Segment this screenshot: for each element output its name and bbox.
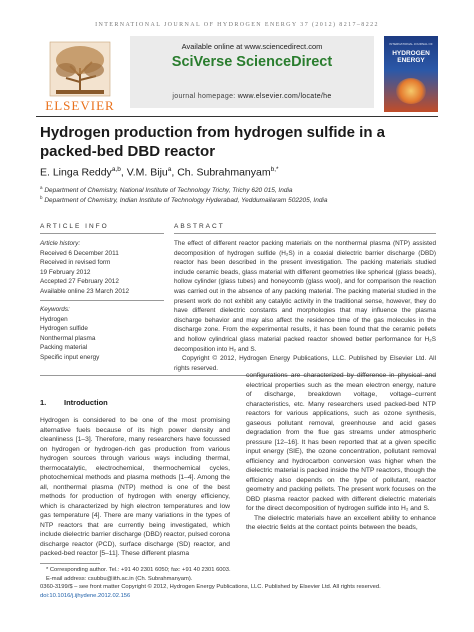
cover-artwork <box>396 78 426 104</box>
cover-journal-small: INTERNATIONAL JOURNAL OF <box>389 42 433 46</box>
journal-cover-image <box>384 36 438 112</box>
affiliation-sup: b <box>40 195 43 200</box>
section-title: Introduction <box>64 398 108 407</box>
keyword: Nonthermal plasma <box>40 334 96 342</box>
info-rule <box>40 233 164 234</box>
elsevier-wordmark: ELSEVIER <box>45 98 115 113</box>
affiliation-text: Department of Chemistry, National Institute of Technology Trichy, Trichy 620 015, India <box>44 187 293 195</box>
sciencedirect-banner <box>130 36 374 86</box>
affiliation <box>40 195 460 204</box>
keyword: Packing material <box>40 344 88 352</box>
abstract-rule <box>174 233 436 234</box>
cover-title-line2: ENERGY <box>397 57 425 64</box>
homepage-url[interactable]: www.elsevier.com/locate/he <box>237 93 332 100</box>
email-address[interactable]: E-mail address: csubbu@iith.ac.in (Ch. Subrahmanyam). <box>46 575 193 582</box>
doi-link[interactable]: doi:10.1016/j.ijhydene.2012.02.156 <box>40 592 131 599</box>
keywords-label: Keywords: <box>40 306 70 313</box>
abstract-copyright: Copyright © 2012, Hydrogen Energy Publications, LLC. Published by Elsevier Ltd. All rights reserved. <box>174 355 436 372</box>
journal-homepage-banner <box>130 86 374 108</box>
available-online: Available online at www.sciencedirect.com <box>181 42 323 51</box>
history-item: Available online 23 March 2012 <box>40 287 130 295</box>
footnote <box>40 566 460 600</box>
homepage-label: journal homepage: <box>172 93 236 100</box>
cover-title-line1: HYDROGEN <box>392 50 430 57</box>
paragraph: Hydrogen is considered to be one of the most promising alternative fuels because of its high power density and cleanliness [1–3]. Therefore, many researchers have focussed on hydrogen or hydrogen-rich gas production from various hydrogen sources through various ways including thermal, thermocatalytic, electrochemical, thermochemical cycles, photochemical methods and plasma methods [1–4]. Among the all, nonthermal plasma (NTP) method is one of the best methods for production of hydrogen with energy efficiency, which is characterized by high electron temperatures and low gas temperature [4]. There are many variations in the types of NTP reactors that are currently being investigated, which include dielectric barrier discharge (DBD) reactor, pulsed corona discharge reactor (PCD), surface discharge (SD) reactor, and packed-bed reactor [5–11]. These different plasma <box>40 417 230 557</box>
history-item: Received 6 December 2011 <box>40 249 119 257</box>
section-number: 1. <box>40 398 47 407</box>
section-heading <box>40 398 108 407</box>
keyword: Hydrogen <box>40 315 68 323</box>
affiliation-sup: a <box>40 185 43 190</box>
author-sup: a <box>167 166 172 173</box>
history-item: 19 February 2012 <box>40 268 91 276</box>
rights-statement: 0360-3199/$ – see front matter Copyright © 2012, Hydrogen Energy Publications, LLC. Published by Elsevier Ltd. All rights reserved. <box>40 584 381 590</box>
abstract-body <box>174 239 436 373</box>
article-info-heading: ARTICLE INFO <box>40 223 109 230</box>
info-divider <box>40 300 164 301</box>
article-history <box>40 239 129 297</box>
corresponding-author: * Corresponding author. Tel.: +91 40 2301 6050; fax: +91 40 2301 6003. <box>46 567 231 573</box>
cover-journal-title <box>384 50 438 64</box>
author-name: Ch. Subrahmanyam <box>177 166 271 179</box>
affiliation <box>40 185 460 194</box>
author-sup: b,* <box>270 166 279 173</box>
abstract-heading: ABSTRACT <box>174 223 225 230</box>
author-name: E. Linga Reddy <box>40 166 112 179</box>
affiliation-text: Department of Chemistry, Indian Institute of Technology Hyderabad, Yeddumailaram 502205, India <box>44 197 328 205</box>
running-head: INTERNATIONAL JOURNAL OF HYDROGEN ENERGY 37 (2012) 8217–8222 <box>95 22 379 28</box>
keyword: Specific input energy <box>40 353 100 361</box>
history-item: Accepted 27 February 2012 <box>40 278 119 286</box>
footnote-rule <box>40 563 100 564</box>
paragraph: The dielectric materials have an excellent ability to enhance the electric fields at the contact points between the beads, <box>246 514 436 531</box>
history-label: Article history: <box>40 240 81 247</box>
intro-right-column <box>246 371 436 533</box>
keyword: Hydrogen sulfide <box>40 325 88 333</box>
sciverse-logo: SciVerse ScienceDirect <box>171 54 333 70</box>
article-title: Hydrogen production from hydrogen sulfide in a packed-bed DBD reactor <box>40 124 386 160</box>
header-rule <box>36 116 438 117</box>
author-list: E. Linga Reddy$^{a,b}$, V.M. Biju$^a$, Ch. Subrahmanyam$^{b,*}$ <box>40 166 279 179</box>
abstract-text: The effect of different reactor packing materials on the nonthermal plasma (NTP) assisted decomposition of hydrogen sulfide (H₂S) in a coaxial dielectric barrier discharge (DBD) reactor has been described in the present investigation. The packing materials studied include ceramic beads, glass material with different geometries like spherical (glass beads), hollow cylinder (glass tubes) and honeycomb (glass wool), and for comparison the reaction was carried out in the absence of any packing material. The packing material studied in the present work do not exhibit any catalytic activity in the traditional sense, however, they do have different dielectric constants and morphologies that may influence the plasma discharge behavior and may also affect the residence time of the gas molecules in the discharge zone. From the experimental results, it has been found that the ceramic pellets and hollow cylindrical glass material packed reactor showed better performance for H₂S decomposition into H₂ and S. <box>174 240 436 353</box>
author-sup: a,b <box>111 166 121 173</box>
journal-homepage <box>130 86 374 108</box>
intro-left-column <box>40 416 230 559</box>
paragraph: configurations are characterized by difference in physical and electrical properties such as the mean electron energy, nature of discharge, breakdown voltage, voltage–current characteristics, etc. Many researchers used packed-bed NTP reactors for various applications, such as ozone synthesis, gaseous pollutant removal, greenhouse and acid gases degradation from the flue gas streams under atmospheric pressure [12–16]. It has been reported that at a given specific input energy (SIE), the ozone concentration, pollutant removal efficiency and hydrocarbon conversion was higher when the dielectric material is packed inside the NTP reactors, though the efficiency also depends on the type of pollutant, reactor geometry and packing pellets. The present work focuses on the DBD plasma reactor packed with different dielectric materials for the direct decomposition of hydrogen sulfide into H₂ and S. <box>246 372 436 512</box>
author-name: V.M. Biju <box>126 166 168 179</box>
keywords <box>40 305 99 363</box>
history-item: Received in revised form <box>40 259 111 267</box>
